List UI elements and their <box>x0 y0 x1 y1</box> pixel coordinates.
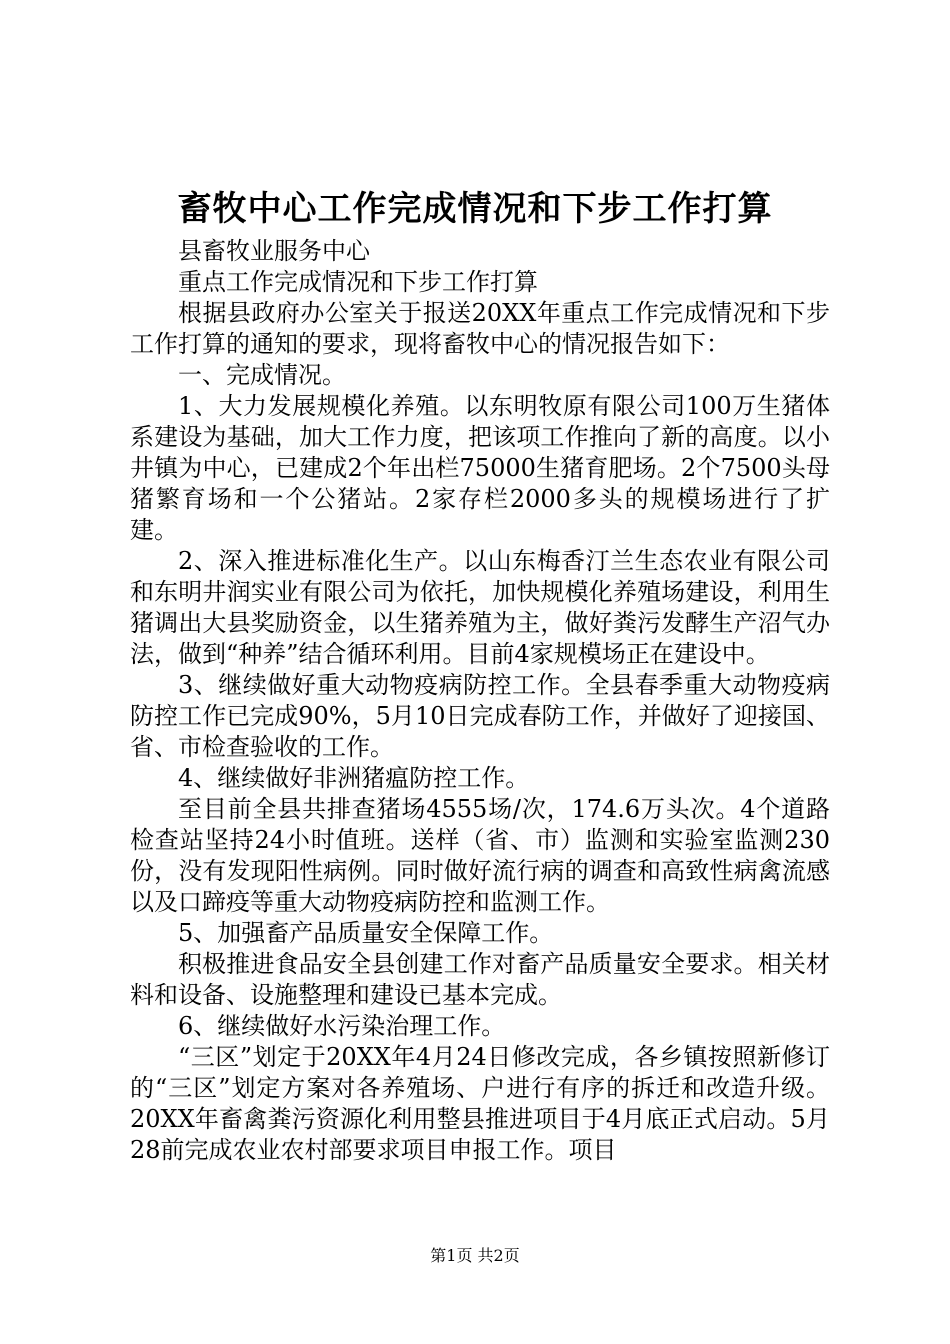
document-body <box>130 236 830 1166</box>
paragraph-item-2: 2、深入推进标准化生产。以山东梅香汀兰生态农业有限公司和东明井润实业有限公司为依托，加快规模化养殖场建设，利用生猪调出大县奖励资金，以生猪养殖为主，做好粪污发酵生产沼气办法，做到“种养”结合循环利用。目前4家规模场正在建设中。 <box>130 547 830 668</box>
document-title: 畜牧中心工作完成情况和下步工作打算 <box>177 189 773 229</box>
paragraph-item-4-heading: 4、继续做好非洲猪瘟防控工作。 <box>178 764 530 792</box>
paragraph-item-5-heading: 5、加强畜产品质量安全保障工作。 <box>178 919 554 947</box>
section-heading-completion: 一、完成情况。 <box>178 361 346 389</box>
paragraph-item-4-body: 至目前全县共排查猪场4555场/次，174.6万头次。4个道路检查站坚持24小时值班。送样（省、市）监测和实验室监测230份，没有发现阳性病例。同时做好流行病的调查和高致性病禽流感以及口蹄疫等重大动物疫病防控和监测工作。 <box>130 795 830 916</box>
paragraph-item-6-heading: 6、继续做好水污染治理工作。 <box>178 1012 506 1040</box>
paragraph-item-6-body: “三区”划定于20XX年4月24日修改完成，各乡镇按照新修订的“三区”划定方案对各养殖场、户进行有序的拆迁和改造升级。20XX年畜禽粪污资源化利用整县推进项目于4月底正式启动。5月28前完成农业农村部要求项目申报工作。项目 <box>130 1043 830 1164</box>
paragraph-organization: 县畜牧业服务中心 <box>178 237 370 265</box>
paragraph-item-1: 1、大力发展规模化养殖。以东明牧原有限公司100万生猪体系建设为基础，加大工作力度，把该项工作推向了新的高度。以小井镇为中心，已建成2个年出栏75000生猪育肥场。2个7500头母猪繁育场和一个公猪站。2家存栏2000多头的规模场进行了扩建。 <box>130 392 830 544</box>
paragraph-item-3: 3、继续做好重大动物疫病防控工作。全县春季重大动物疫病防控工作已完成90%，5月10日完成春防工作，并做好了迎接国、省、市检查验收的工作。 <box>130 671 830 761</box>
paragraph-subtitle: 重点工作完成情况和下步工作打算 <box>178 268 538 296</box>
paragraph-item-5-body: 积极推进食品安全县创建工作对畜产品质量安全要求。相关材料和设备、设施整理和建设已基本完成。 <box>130 950 830 1009</box>
paragraph-intro: 根据县政府办公室关于报送20XX年重点工作完成情况和下步工作打算的通知的要求，现将畜牧中心的情况报告如下： <box>130 299 830 358</box>
page-footer: 第1页 共2页 <box>430 1246 520 1265</box>
